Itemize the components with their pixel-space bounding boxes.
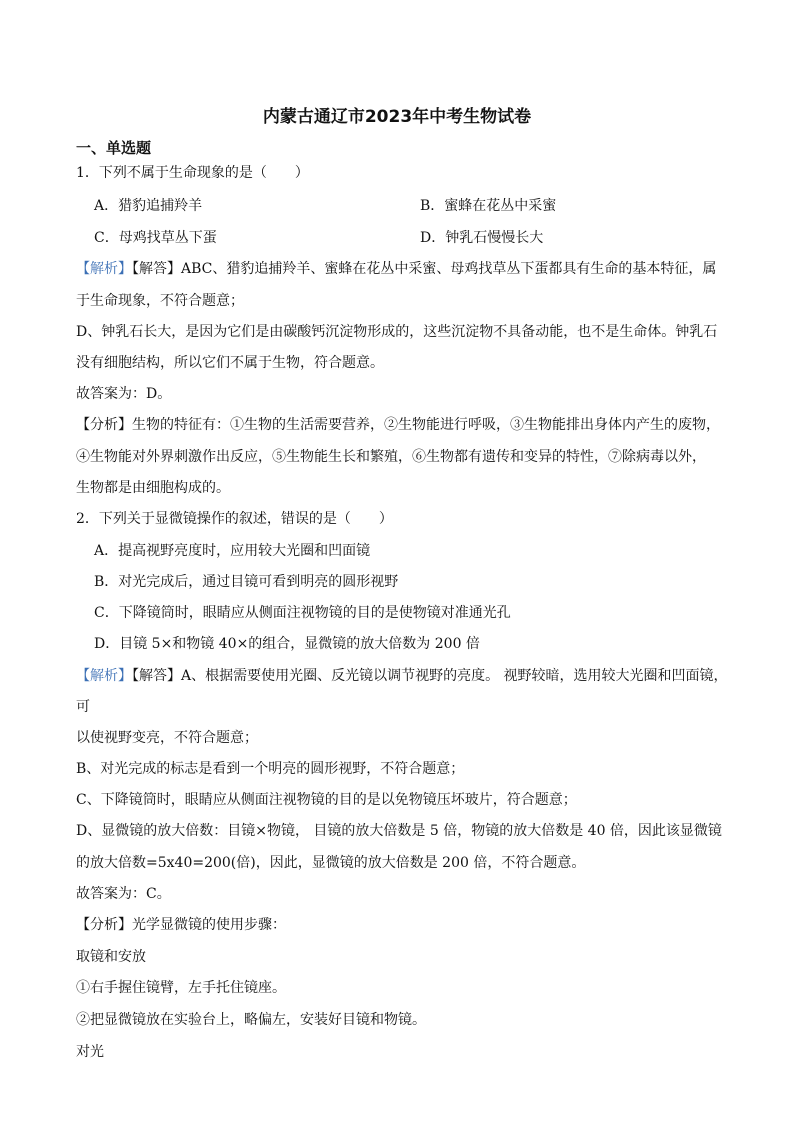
- question-2-option-c: C．下降镜筒时，眼睛应从侧面注视物镜的目的是使物镜对准通光孔: [94, 605, 511, 621]
- question-1-option-c: C．母鸡找草丛下蛋: [94, 230, 217, 246]
- question-1-analysis-line: 【分析】生物的特征有：①生物的生活需要营养，②生物能进行呼吸，③生物能排出身体内产生的废物，: [76, 417, 720, 433]
- question-2-analysis-line: D、显微镜的放大倍数：目镜×物镜， 目镜的放大倍数是 5 倍，物镜的放大倍数是 40 倍，因此该显微镜: [76, 823, 722, 839]
- analysis-tag: 【解析】: [76, 668, 132, 684]
- question-2-analysis-line: 对光: [76, 1044, 104, 1060]
- question-1-analysis-line: 没有细胞结构，所以它们不属于生物，符合题意。: [76, 355, 384, 371]
- page-title: 内蒙古通辽市2023年中考生物试卷: [262, 107, 532, 127]
- question-2-analysis-line: 【解析】【解答】A、根据需要使用光圈、反光镜以调节视野的亮度。 视野较暗，选用较大光圈和凹面镜，: [76, 668, 728, 684]
- question-1-analysis-line: 于生命现象，不符合题意；: [76, 293, 244, 309]
- question-1-stem: 1．下列不属于生命现象的是（ ）: [76, 165, 309, 181]
- question-2-analysis-line: B、对光完成的标志是看到一个明亮的圆形视野，不符合题意；: [76, 761, 465, 777]
- question-2-analysis-line: 可: [76, 699, 90, 715]
- question-2-stem: 2．下列关于显微镜操作的叙述，错误的是（ ）: [76, 511, 393, 527]
- question-2-analysis-line: ②把显微镜放在实验台上，略偏左，安装好目镜和物镜。: [76, 1012, 426, 1028]
- question-2-analysis-line: C、下降镜筒时，眼睛应从侧面注视物镜的目的是以免物镜压坏玻片，符合题意；: [76, 792, 577, 808]
- question-2-analysis-line: 【分析】光学显微镜的使用步骤：: [76, 917, 286, 933]
- question-1-analysis-line: 生物都是由细胞构成的。: [76, 480, 230, 496]
- question-1-answer: 故答案为：D。: [76, 386, 172, 402]
- question-2-option-a: A．提高视野亮度时，应用较大光圈和凹面镜: [94, 543, 371, 559]
- question-2-answer: 故答案为：C。: [76, 886, 171, 902]
- question-2-analysis-line: ①右手握住镜臂，左手托住镜座。: [76, 980, 286, 996]
- question-2-option-d: D．目镜 5×和物镜 40×的组合，显微镜的放大倍数为 200 倍: [94, 636, 480, 652]
- question-2-option-b: B．对光完成后，通过目镜可看到明亮的圆形视野: [94, 574, 399, 590]
- question-1-analysis-line: D、钟乳石长大，是因为它们是由碳酸钙沉淀物形成的，这些沉淀物不具备动能，也不是生命体。钟乳石: [76, 324, 718, 340]
- question-1-option-b: B．蜜蜂在花丛中采蜜: [420, 198, 557, 214]
- question-2-analysis-line: 的放大倍数=5x40=200(倍)，因此，显微镜的放大倍数是 200 倍，不符合题意。: [76, 855, 586, 871]
- question-1-option-a: A．猎豹追捕羚羊: [94, 198, 203, 214]
- analysis-tag: 【解析】: [76, 261, 132, 277]
- question-2-analysis-line: 取镜和安放: [76, 949, 146, 965]
- question-1-option-d: D．钟乳石慢慢长大: [420, 230, 544, 246]
- question-2-analysis-line: 以使视野变亮，不符合题意；: [76, 730, 258, 746]
- section-heading: 一、单选题: [76, 139, 152, 157]
- question-1-analysis-line: ④生物能对外界刺激作出反应，⑤生物能生长和繁殖，⑥生物都有遗传和变异的特性，⑦除病毒以外，: [76, 449, 706, 465]
- question-1-analysis-line: 【解析】【解答】ABC、猎豹追捕羚羊、蜜蜂在花丛中采蜜、母鸡找草丛下蛋都具有生命的基本特征，属: [76, 261, 717, 277]
